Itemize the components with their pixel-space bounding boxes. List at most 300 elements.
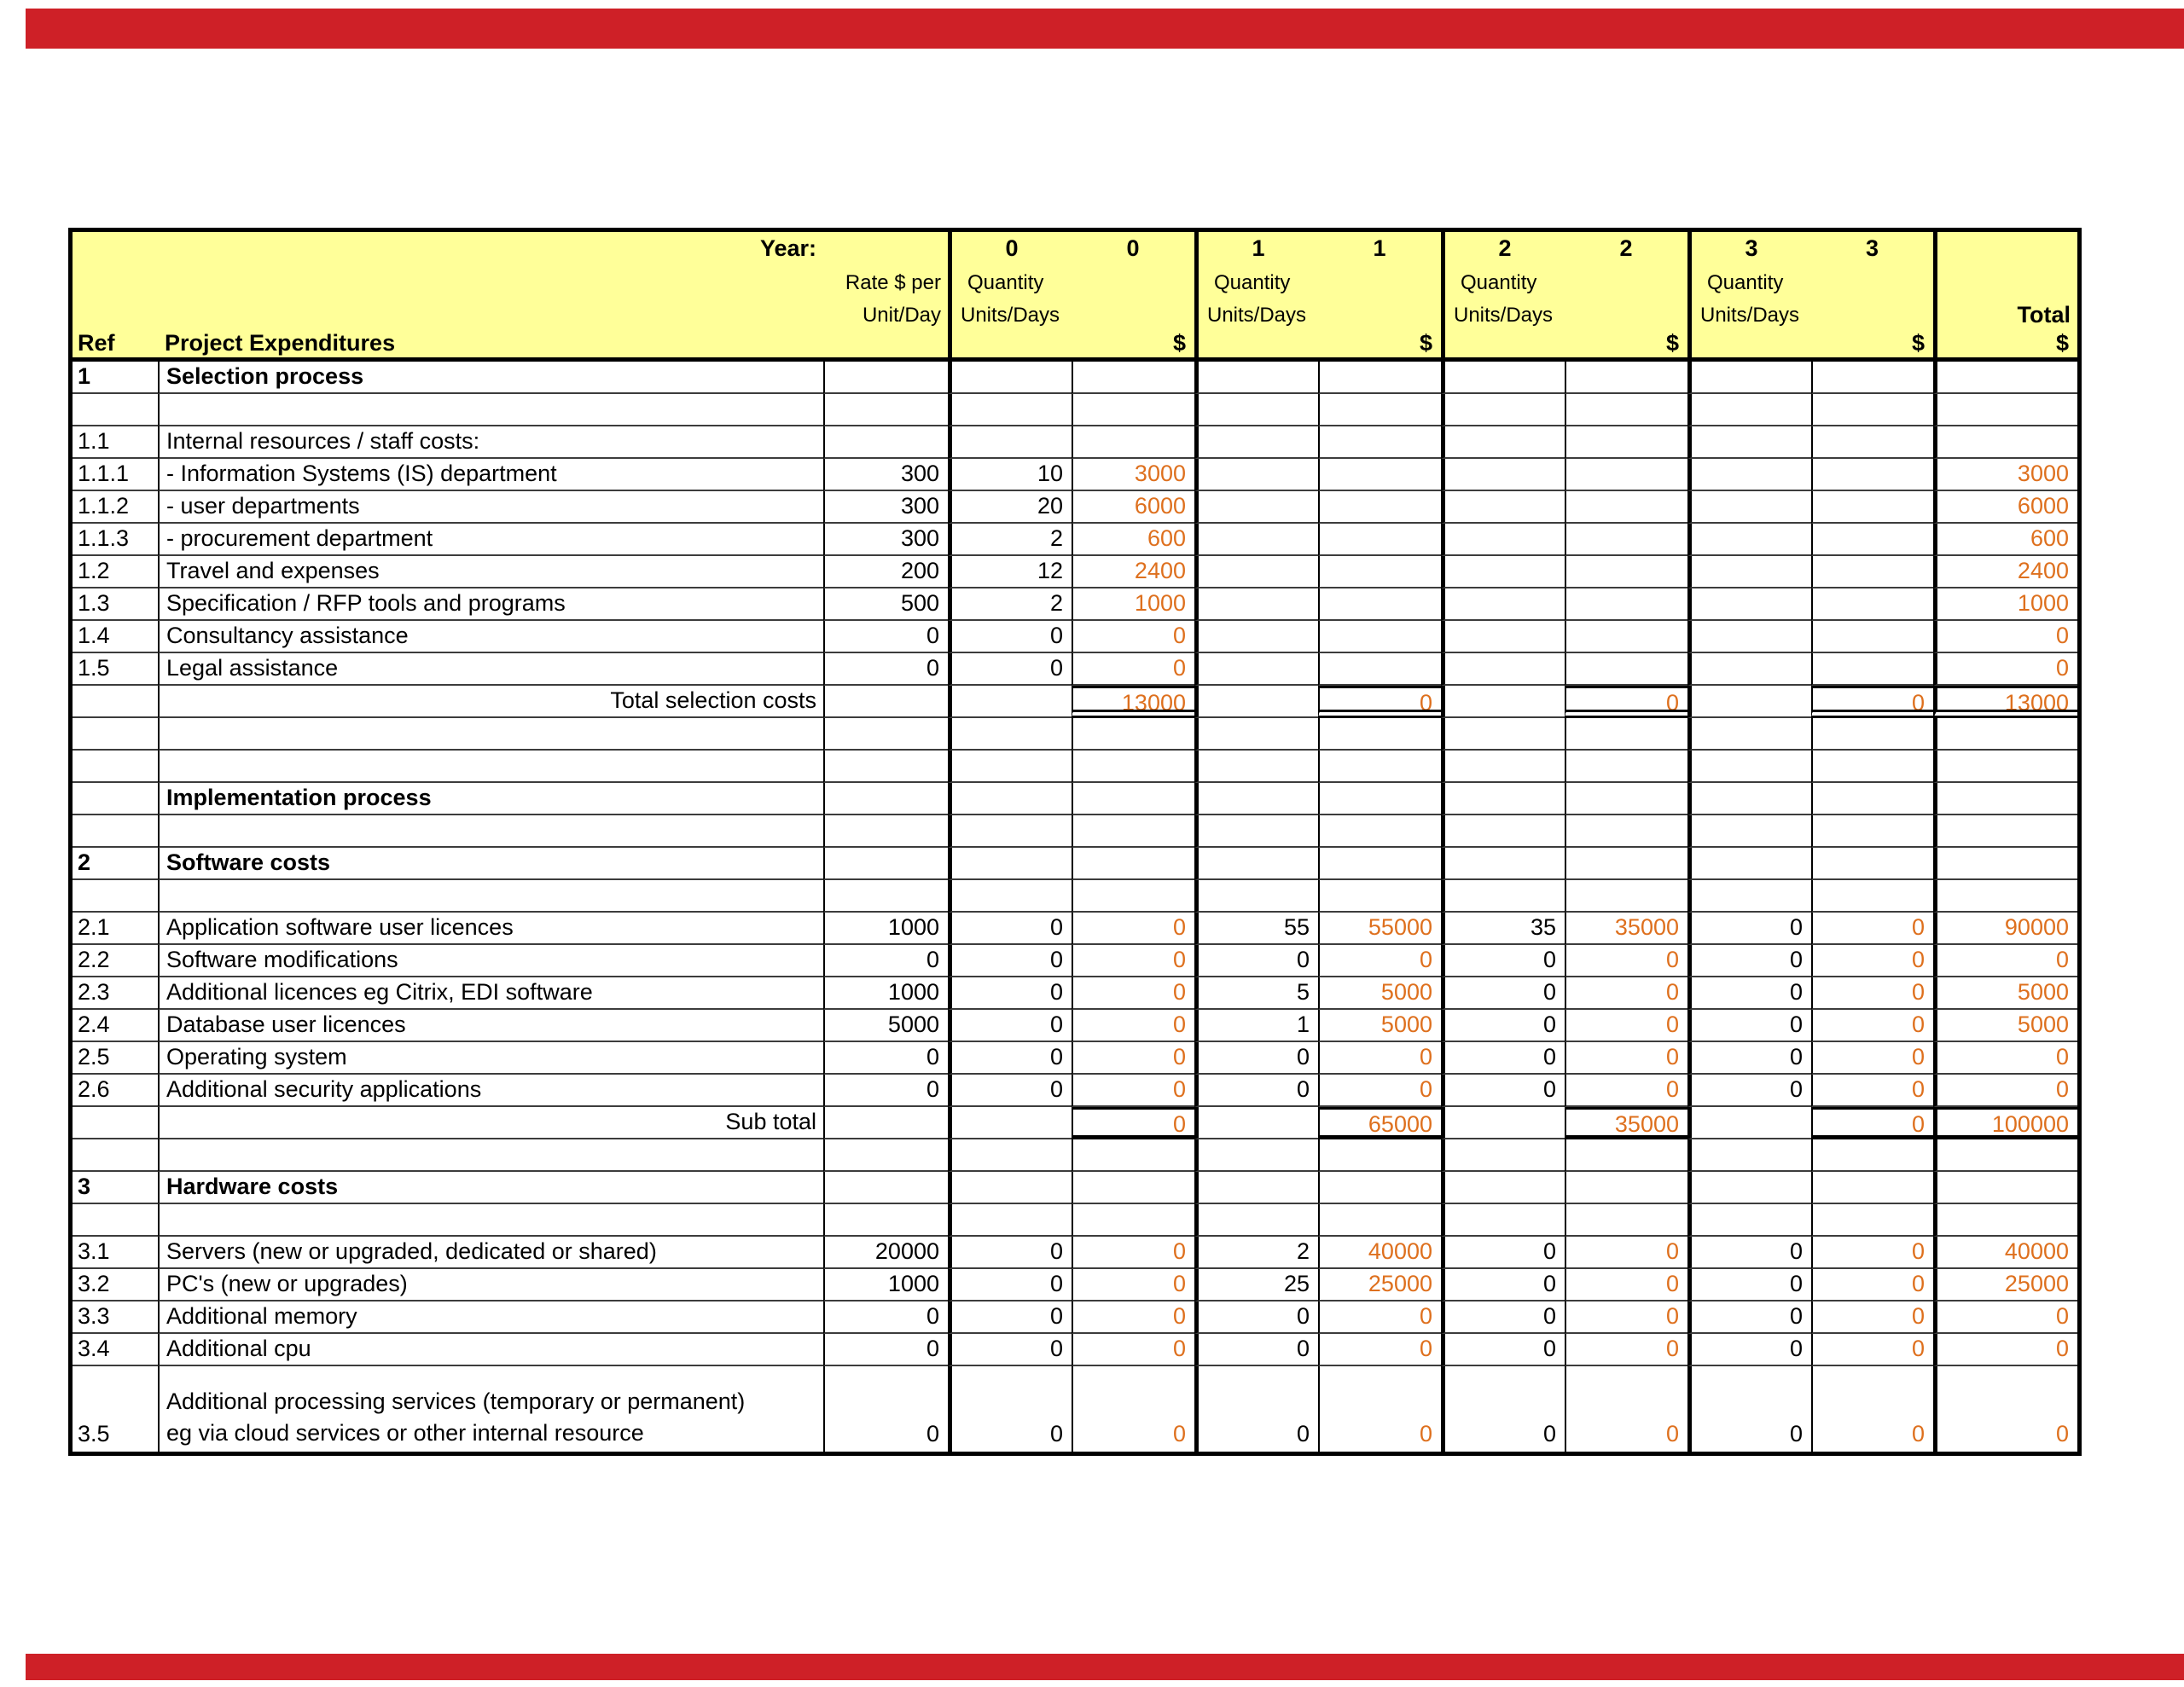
header-total-cell — [1933, 232, 2077, 357]
cell-rate: 200 — [823, 556, 948, 588]
table-row — [73, 588, 2077, 621]
cell-q3 — [1687, 621, 1811, 653]
cell-q0: 20 — [948, 491, 1072, 524]
cell-q2: 0 — [1441, 945, 1565, 977]
cell-d1: 0 — [1318, 1301, 1441, 1334]
cell-ref — [73, 880, 158, 913]
cell-desc: Additional security applications — [158, 1075, 823, 1107]
quantity-label: Quantity — [1214, 271, 1291, 294]
cell-d3 — [1811, 1139, 1933, 1172]
rate-label-line1: Rate $ per — [845, 271, 941, 294]
cell-desc: Additional memory — [158, 1301, 823, 1334]
cell-ref: 2.5 — [73, 1042, 158, 1075]
cell-desc: Legal assistance — [158, 653, 823, 686]
cell-d2 — [1565, 621, 1687, 653]
cell-q0: 0 — [948, 1334, 1072, 1366]
cell-d3 — [1811, 491, 1933, 524]
cell-q3 — [1687, 524, 1811, 556]
cell-d0 — [1072, 394, 1194, 426]
cell-ref: 3.2 — [73, 1269, 158, 1301]
cell-q2 — [1441, 459, 1565, 491]
cell-q0 — [948, 815, 1072, 848]
table-row — [73, 362, 2077, 394]
cell-rate: 300 — [823, 491, 948, 524]
cell-d3: 0 — [1811, 1107, 1933, 1139]
cell-d3: 0 — [1811, 913, 1933, 945]
cell-q0: 0 — [948, 1366, 1072, 1452]
cell-rate — [823, 1172, 948, 1204]
cell-d1 — [1318, 848, 1441, 880]
cell-d3 — [1811, 718, 1933, 751]
cell-desc: Software costs — [158, 848, 823, 880]
cell-q2 — [1441, 880, 1565, 913]
cell-d2 — [1565, 524, 1687, 556]
cell-total — [1933, 815, 2077, 848]
units-days-label: Units/Days — [1207, 304, 1307, 327]
cell-q1 — [1194, 653, 1318, 686]
cell-d2 — [1565, 556, 1687, 588]
cell-q2 — [1441, 491, 1565, 524]
cell-d3: 0 — [1811, 945, 1933, 977]
cell-d2: 35000 — [1565, 1107, 1687, 1139]
cell-d2: 0 — [1565, 1269, 1687, 1301]
cell-rate: 1000 — [823, 913, 948, 945]
cell-q1: 25 — [1194, 1269, 1318, 1301]
cell-ref: 3.1 — [73, 1237, 158, 1269]
cell-q2 — [1441, 588, 1565, 621]
cell-total: 600 — [1933, 524, 2077, 556]
cell-total: 0 — [1933, 653, 2077, 686]
cell-q1 — [1194, 556, 1318, 588]
cell-q1: 0 — [1194, 1366, 1318, 1452]
cell-q3: 0 — [1687, 1042, 1811, 1075]
cell-ref: 2.3 — [73, 977, 158, 1010]
cell-d3: 0 — [1811, 1269, 1933, 1301]
cell-d3 — [1811, 426, 1933, 459]
header-ref-cell — [73, 232, 158, 357]
table-row — [73, 783, 2077, 815]
cell-d3 — [1811, 848, 1933, 880]
cell-d1: 0 — [1318, 1366, 1441, 1452]
table-row — [73, 977, 2077, 1010]
year3-number: 3 — [1745, 235, 1758, 261]
cell-d3: 0 — [1811, 977, 1933, 1010]
cell-rate — [823, 394, 948, 426]
cell-d1: 40000 — [1318, 1237, 1441, 1269]
dollar-label: $ — [1419, 330, 1432, 356]
cell-desc: Database user licences — [158, 1010, 823, 1042]
cell-q1: 2 — [1194, 1237, 1318, 1269]
cell-q3: 0 — [1687, 1075, 1811, 1107]
header-desc-cell — [158, 232, 823, 357]
cell-total — [1933, 880, 2077, 913]
table-row — [73, 459, 2077, 491]
cell-q1 — [1194, 426, 1318, 459]
cell-q2 — [1441, 621, 1565, 653]
cell-d1 — [1318, 1172, 1441, 1204]
cell-d2 — [1565, 588, 1687, 621]
cell-q0: 0 — [948, 977, 1072, 1010]
cell-d3 — [1811, 783, 1933, 815]
cell-d0 — [1072, 783, 1194, 815]
cell-ref — [73, 394, 158, 426]
cell-d2 — [1565, 459, 1687, 491]
cell-ref: 3 — [73, 1172, 158, 1204]
cell-ref: 1.1.3 — [73, 524, 158, 556]
cell-q2 — [1441, 1107, 1565, 1139]
cell-desc: Consultancy assistance — [158, 621, 823, 653]
cell-d2: 0 — [1565, 1042, 1687, 1075]
cell-d2: 35000 — [1565, 913, 1687, 945]
cell-rate: 1000 — [823, 977, 948, 1010]
cell-q3: 0 — [1687, 1237, 1811, 1269]
cell-rate — [823, 1107, 948, 1139]
cell-total — [1933, 1204, 2077, 1237]
header-year2-qty-cell — [1441, 232, 1565, 357]
cell-q0 — [948, 783, 1072, 815]
cell-ref: 3.5 — [78, 1421, 110, 1446]
cell-d2 — [1565, 783, 1687, 815]
cell-d2 — [1565, 1172, 1687, 1204]
cell-d3 — [1811, 1204, 1933, 1237]
cell-d2: 0 — [1565, 1075, 1687, 1107]
cell-d0 — [1072, 1204, 1194, 1237]
header-year0-qty-cell — [948, 232, 1072, 357]
cell-q3 — [1687, 426, 1811, 459]
cell-d0: 0 — [1072, 1269, 1194, 1301]
table-row — [73, 1301, 2077, 1334]
table-row — [73, 621, 2077, 653]
cell-q0: 12 — [948, 556, 1072, 588]
cell-q1 — [1194, 686, 1318, 718]
cell-q0 — [948, 394, 1072, 426]
cell-d1 — [1318, 880, 1441, 913]
cell-q3 — [1687, 751, 1811, 783]
cell-total: 2400 — [1933, 556, 2077, 588]
cell-total: 0 — [1933, 621, 2077, 653]
cell-d1: 25000 — [1318, 1269, 1441, 1301]
cell-d2: 0 — [1565, 1334, 1687, 1366]
cell-desc: Additional processing services (temporary or permanent) eg via cloud services or other internal resource — [158, 1366, 823, 1452]
cell-d0: 0 — [1072, 1301, 1194, 1334]
cell-ref — [73, 1107, 158, 1139]
table-row — [73, 1075, 2077, 1107]
cell-rate — [823, 686, 948, 718]
cell-q0: 0 — [948, 1075, 1072, 1107]
cell-d0 — [1072, 426, 1194, 459]
cell-q1 — [1194, 1204, 1318, 1237]
cell-rate — [823, 1204, 948, 1237]
cell-d3: 0 — [1811, 1237, 1933, 1269]
cell-desc: Hardware costs — [158, 1172, 823, 1204]
cell-d1 — [1318, 459, 1441, 491]
cell-d2 — [1565, 653, 1687, 686]
cell-q3 — [1687, 686, 1811, 718]
header-year0-dollar-cell — [1072, 232, 1194, 357]
cell-d1 — [1318, 783, 1441, 815]
cell-ref: 3.3 — [73, 1301, 158, 1334]
cell-rate: 0 — [823, 653, 948, 686]
cell-q3: 0 — [1687, 913, 1811, 945]
cell-ref: 2.6 — [73, 1075, 158, 1107]
cell-d3 — [1811, 588, 1933, 621]
cell-ref — [73, 815, 158, 848]
quantity-label: Quantity — [1707, 271, 1784, 294]
cell-rate — [823, 848, 948, 880]
cell-d2 — [1565, 848, 1687, 880]
cell-desc: Selection process — [158, 362, 823, 394]
table-row — [73, 751, 2077, 783]
cell-d0 — [1072, 1172, 1194, 1204]
cell-q0 — [948, 426, 1072, 459]
cell-q0: 0 — [948, 945, 1072, 977]
cell-total — [1933, 362, 2077, 394]
cell-desc: PC's (new or upgrades) — [158, 1269, 823, 1301]
cell-d2: 0 — [1565, 977, 1687, 1010]
cell-q1: 5 — [1194, 977, 1318, 1010]
cell-q1 — [1194, 621, 1318, 653]
cell-d2: 0 — [1565, 1010, 1687, 1042]
cell-q2 — [1441, 848, 1565, 880]
year-label: Year: — [759, 235, 816, 261]
cell-d1 — [1318, 394, 1441, 426]
cell-desc — [158, 880, 823, 913]
cell-ref — [73, 686, 158, 718]
cell-q1 — [1194, 815, 1318, 848]
cell-rate: 300 — [823, 459, 948, 491]
cell-q0: 0 — [948, 1042, 1072, 1075]
cell-d0: 0 — [1072, 977, 1194, 1010]
cell-ref — [73, 783, 158, 815]
cell-d2 — [1565, 1139, 1687, 1172]
cell-q2: 0 — [1441, 1075, 1565, 1107]
cell-d1 — [1318, 815, 1441, 848]
cell-desc — [158, 394, 823, 426]
cell-q0: 0 — [948, 653, 1072, 686]
cell-d1 — [1318, 1139, 1441, 1172]
cell-ref — [73, 751, 158, 783]
cell-desc: Servers (new or upgraded, dedicated or shared) — [158, 1237, 823, 1269]
cell-d0: 0 — [1072, 621, 1194, 653]
cell-d1: 5000 — [1318, 1010, 1441, 1042]
cell-d1 — [1318, 653, 1441, 686]
cell-q0: 10 — [948, 459, 1072, 491]
quantity-label: Quantity — [967, 271, 1044, 294]
cell-d1 — [1318, 524, 1441, 556]
cell-d1: 0 — [1318, 1075, 1441, 1107]
cell-desc: Sub total — [158, 1107, 823, 1139]
header-year2-dollar-cell — [1565, 232, 1687, 357]
cell-rate: 0 — [823, 945, 948, 977]
cell-desc: - user departments — [158, 491, 823, 524]
cell-desc: Additional licences eg Citrix, EDI software — [158, 977, 823, 1010]
cell-rate: 0 — [823, 1301, 948, 1334]
cell-d2 — [1565, 880, 1687, 913]
cell-d3 — [1811, 394, 1933, 426]
cell-desc — [158, 1204, 823, 1237]
cell-q0 — [948, 1204, 1072, 1237]
cell-desc: Operating system — [158, 1042, 823, 1075]
cell-d0: 0 — [1072, 1010, 1194, 1042]
cell-q0 — [948, 751, 1072, 783]
cell-d2: 0 — [1565, 945, 1687, 977]
cell-d0: 0 — [1072, 1107, 1194, 1139]
cell-q3: 0 — [1687, 1334, 1811, 1366]
table-row — [73, 1107, 2077, 1139]
cell-d0: 0 — [1072, 1042, 1194, 1075]
cell-d0: 6000 — [1072, 491, 1194, 524]
cell-q1: 1 — [1194, 1010, 1318, 1042]
cell-q1 — [1194, 751, 1318, 783]
cell-q2: 0 — [1441, 977, 1565, 1010]
cell-d3 — [1811, 459, 1933, 491]
cell-q3 — [1687, 1172, 1811, 1204]
dollar-label: $ — [1172, 330, 1186, 356]
cell-q3 — [1687, 815, 1811, 848]
cell-rate — [823, 880, 948, 913]
cell-total: 5000 — [1933, 977, 2077, 1010]
cell-q0: 0 — [948, 621, 1072, 653]
cell-d3 — [1811, 653, 1933, 686]
table-row — [73, 848, 2077, 880]
cell-q2 — [1441, 686, 1565, 718]
cell-q0 — [948, 362, 1072, 394]
cell-q3 — [1687, 1204, 1811, 1237]
cell-desc: Additional cpu — [158, 1334, 823, 1366]
table-row — [73, 1237, 2077, 1269]
cell-rate: 0 — [823, 1075, 948, 1107]
cell-d3 — [1811, 524, 1933, 556]
cell-ref: 2.1 — [73, 913, 158, 945]
cell-ref — [73, 1139, 158, 1172]
table-body — [73, 362, 2077, 1452]
cell-d0: 2400 — [1072, 556, 1194, 588]
cell-total: 0 — [1933, 1301, 2077, 1334]
cell-q2 — [1441, 815, 1565, 848]
cell-d0 — [1072, 880, 1194, 913]
table-row — [73, 1269, 2077, 1301]
cell-ref: 3.4 — [73, 1334, 158, 1366]
cell-d2 — [1565, 815, 1687, 848]
cell-q0 — [948, 1107, 1072, 1139]
expenditures-column-label: Project Expenditures — [165, 330, 396, 356]
cell-d0 — [1072, 751, 1194, 783]
cell-q3: 0 — [1687, 1301, 1811, 1334]
cell-total: 5000 — [1933, 1010, 2077, 1042]
cell-ref: 2.4 — [73, 1010, 158, 1042]
cell-total: 0 — [1933, 945, 2077, 977]
cell-q2 — [1441, 1139, 1565, 1172]
cell-d1 — [1318, 426, 1441, 459]
cell-d2: 0 — [1565, 1237, 1687, 1269]
cell-d0: 3000 — [1072, 459, 1194, 491]
cell-q0 — [948, 1139, 1072, 1172]
cell-q1 — [1194, 588, 1318, 621]
year2-number: 2 — [1619, 235, 1633, 261]
cell-d2 — [1565, 751, 1687, 783]
table-row — [73, 1010, 2077, 1042]
cell-desc — [158, 1139, 823, 1172]
cell-d1 — [1318, 556, 1441, 588]
header-rate-cell — [823, 232, 948, 357]
cell-rate — [823, 751, 948, 783]
cell-q1: 0 — [1194, 1042, 1318, 1075]
year2-number: 2 — [1498, 235, 1512, 261]
cell-total: 100000 — [1933, 1107, 2077, 1139]
units-days-label: Units/Days — [1700, 304, 1800, 327]
cell-q0: 2 — [948, 524, 1072, 556]
cell-q1 — [1194, 491, 1318, 524]
cell-q0 — [948, 1172, 1072, 1204]
cell-desc — [158, 751, 823, 783]
cell-d1 — [1318, 588, 1441, 621]
cell-d2: 0 — [1565, 1366, 1687, 1452]
cell-d3: 0 — [1811, 1042, 1933, 1075]
cell-desc: - procurement department — [158, 524, 823, 556]
header-year3-qty-cell — [1687, 232, 1811, 357]
cell-ref: 1.4 — [73, 621, 158, 653]
cell-ref: 2.2 — [73, 945, 158, 977]
table-row — [73, 524, 2077, 556]
cell-q3 — [1687, 783, 1811, 815]
table-row — [73, 1172, 2077, 1204]
cell-q2 — [1441, 1172, 1565, 1204]
cell-rate: 0 — [823, 1366, 948, 1452]
cell-rate — [823, 783, 948, 815]
expenditures-table — [68, 228, 2082, 1456]
cell-rate: 0 — [823, 621, 948, 653]
cell-d3 — [1811, 880, 1933, 913]
cell-d1: 55000 — [1318, 913, 1441, 945]
cell-ref: 1.5 — [73, 653, 158, 686]
cell-total — [1933, 394, 2077, 426]
cell-q0: 0 — [948, 1301, 1072, 1334]
cell-q0: 0 — [948, 1010, 1072, 1042]
cell-total: 0 — [1933, 1042, 2077, 1075]
cell-q3 — [1687, 653, 1811, 686]
cell-q2: 0 — [1441, 1334, 1565, 1366]
table-row — [73, 1139, 2077, 1172]
cell-q3: 0 — [1687, 1269, 1811, 1301]
top-red-bar — [26, 9, 2184, 49]
header-year3-dollar-cell — [1811, 232, 1933, 357]
cell-desc: Software modifications — [158, 945, 823, 977]
table-row — [73, 1204, 2077, 1237]
table-row — [73, 913, 2077, 945]
cell-total — [1933, 426, 2077, 459]
cell-q1 — [1194, 362, 1318, 394]
cell-q0: 0 — [948, 1237, 1072, 1269]
cell-q2: 35 — [1441, 913, 1565, 945]
cell-d1: 0 — [1318, 1334, 1441, 1366]
cell-d1 — [1318, 751, 1441, 783]
cell-q2 — [1441, 653, 1565, 686]
cell-q1 — [1194, 1107, 1318, 1139]
cell-d0: 13000 — [1072, 686, 1194, 718]
cell-total: 0 — [1933, 1366, 2077, 1452]
cell-q1 — [1194, 718, 1318, 751]
cell-ref: 1.1.1 — [73, 459, 158, 491]
cell-q0: 0 — [948, 1269, 1072, 1301]
cell-d1: 0 — [1318, 686, 1441, 718]
cell-q1 — [1194, 1172, 1318, 1204]
cell-q1 — [1194, 394, 1318, 426]
cell-rate: 0 — [823, 1042, 948, 1075]
cell-total: 3000 — [1933, 459, 2077, 491]
cell-q3 — [1687, 459, 1811, 491]
cell-desc — [158, 718, 823, 751]
cell-d0 — [1072, 362, 1194, 394]
